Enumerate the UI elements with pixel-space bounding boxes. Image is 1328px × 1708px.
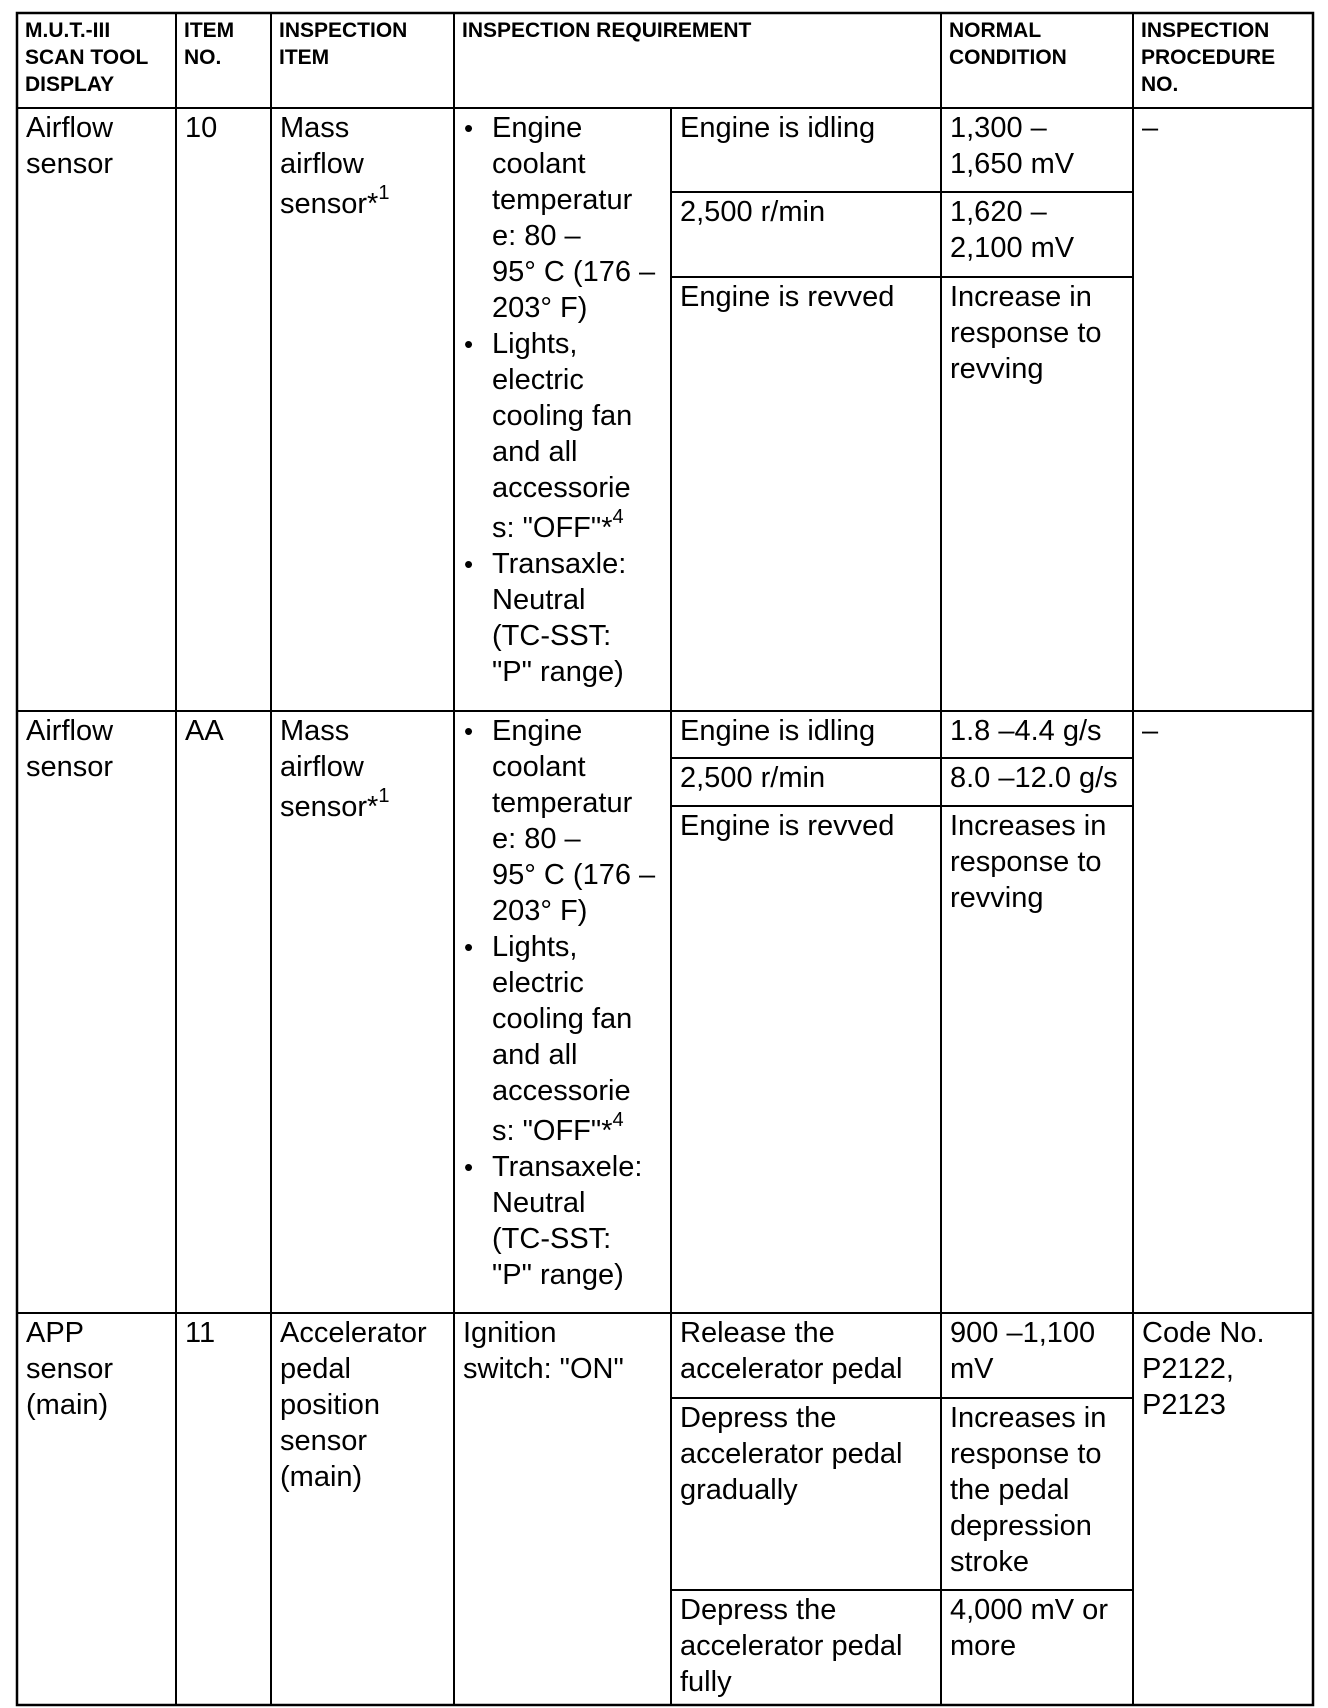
row3-cond-1-value: 900 –1,100 mV [950, 1317, 1096, 1385]
row2-cond-3-label: Engine is revved [680, 810, 895, 842]
row2-cond-1-label: Engine is idling [680, 715, 876, 747]
row1-cond-3-value: Increase in response to revving [950, 281, 1102, 385]
row1-procedure: – [1142, 112, 1159, 144]
row3-display: APP sensor (main) [26, 1317, 114, 1421]
row1-item-no: 10 [185, 112, 218, 144]
row2-item-no: AA [185, 715, 224, 747]
row2-requirement [454, 711, 671, 1293]
row3-cond-2-label: Depress the accelerator pedal gradually [680, 1402, 903, 1506]
row1-req-bullet-3: • Transaxle: Neutral (TC-SST: "P" range) [454, 546, 662, 690]
row2-display: Airflow sensor [26, 715, 114, 783]
row3-requirement: Ignition switch: "ON" [463, 1317, 624, 1385]
row2-cond-2-label: 2,500 r/min [680, 762, 826, 794]
row2-cond-3-value: Increases in response to revving [950, 810, 1107, 914]
row3-cond-2-value: Increases in response to the pedal depression stroke [950, 1402, 1107, 1578]
row1-cond-2-value: 1,620 – 2,100 mV [950, 196, 1075, 264]
row1-cond-1-value: 1,300 – 1,650 mV [950, 112, 1075, 180]
row1-inspection-item: Mass airflow sensor*$^1$ [280, 112, 390, 220]
row1-cond-2-label: 2,500 r/min [680, 196, 826, 228]
row2-cond-2-value: 8.0 –12.0 g/s [950, 762, 1118, 794]
row3-cond-3-value: 4,000 mV or more [950, 1594, 1108, 1662]
header-requirement: INSPECTION REQUIREMENT [462, 19, 752, 42]
row1-requirement [454, 108, 671, 690]
row3-cond-3-label: Depress the accelerator pedal fully [680, 1594, 903, 1698]
header-normal-condition: NORMAL CONDITION [949, 19, 1067, 69]
header-inspection-item: INSPECTION ITEM [279, 19, 408, 69]
header-procedure: INSPECTION PROCEDURE NO. [1141, 19, 1276, 96]
header-display: M.U.T.-III SCAN TOOL DISPLAY [25, 19, 149, 96]
row1-cond-3-label: Engine is revved [680, 281, 895, 313]
row3-procedure: Code No. P2122, P2123 [1142, 1317, 1265, 1421]
row3-item-no: 11 [185, 1317, 216, 1349]
row2-procedure: – [1142, 715, 1159, 747]
row2-req-bullet-1: • Engine coolant temperatur e: 80 – 95° C (176 – 203° F) [454, 713, 662, 929]
row2-req-bullet-3: • Transaxele: Neutral (TC-SST: "P" range) [454, 1149, 662, 1293]
row3-inspection-item: Accelerator pedal position sensor (main) [280, 1317, 427, 1493]
row2-cond-1-value: 1.8 –4.4 g/s [950, 715, 1102, 747]
row3-cond-1-label: Release the accelerator pedal [680, 1317, 903, 1385]
row2-inspection-item: Mass airflow sensor*$^1$ [280, 715, 390, 823]
header-item-no: ITEM NO. [184, 19, 235, 69]
row1-req-bullet-1: • Engine coolant temperatur e: 80 – 95° C (176 – 203° F) [454, 110, 662, 326]
row2-req-bullet-2: • Lights, electric cooling fan and all accessorie s: "OFF"*$^4$ [454, 929, 662, 1149]
row1-req-bullet-2: • Lights, electric cooling fan and all accessorie s: "OFF"*$^4$ [454, 326, 662, 546]
row1-display: Airflow sensor [26, 112, 114, 180]
row1-cond-1-label: Engine is idling [680, 112, 876, 144]
